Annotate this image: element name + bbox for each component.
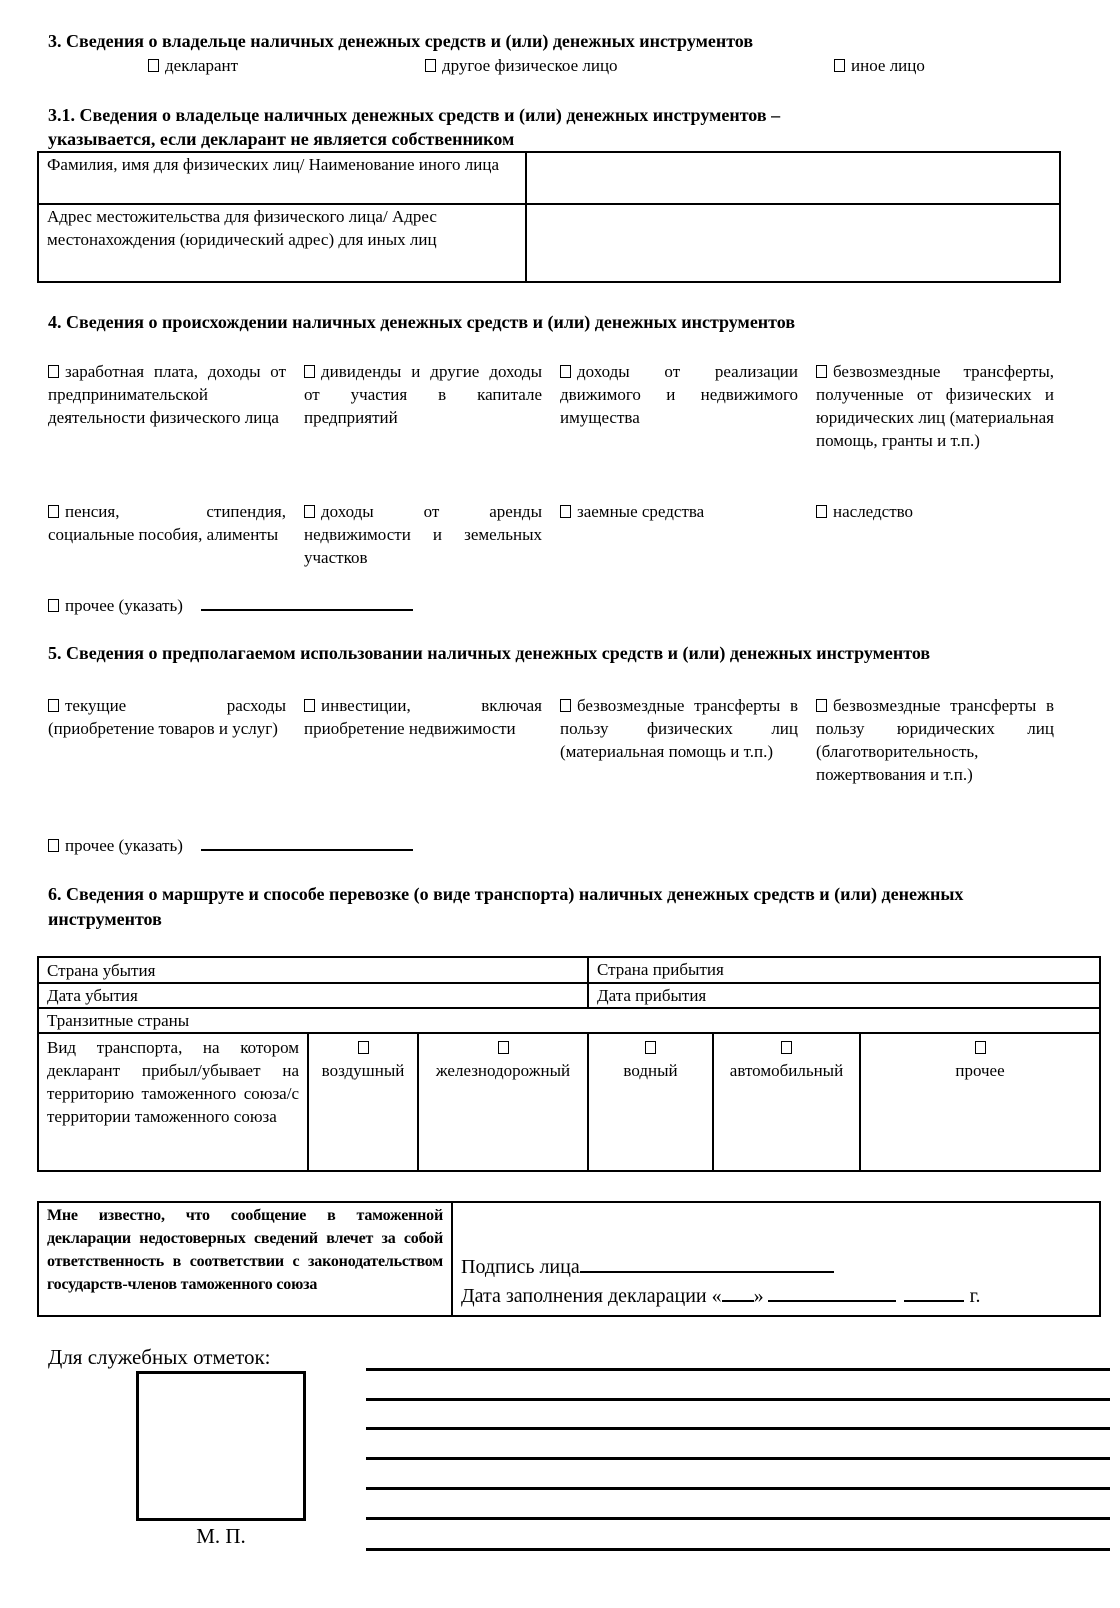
option-label: дивиденды и другие доходы от участия в капитале предприятий xyxy=(304,362,542,427)
owner-address-field[interactable] xyxy=(526,204,1060,282)
checkbox[interactable] xyxy=(48,599,59,612)
usage-option-current-expenses[interactable] xyxy=(48,694,286,740)
origin-option-inheritance[interactable] xyxy=(816,500,1054,523)
origin-option-loans[interactable] xyxy=(560,500,798,523)
checkbox[interactable] xyxy=(560,365,571,378)
owner-option-declarant[interactable] xyxy=(148,54,238,77)
checkbox[interactable] xyxy=(975,1041,986,1054)
section-3-1-title-line2: указывается, если декларант не является собственником xyxy=(48,129,515,149)
transport-option-rail[interactable] xyxy=(418,1033,588,1171)
origin-option-salary[interactable] xyxy=(48,360,286,429)
checkbox[interactable] xyxy=(358,1041,369,1054)
usage-option-other[interactable] xyxy=(48,834,413,857)
option-label: другое физическое лицо xyxy=(442,56,618,75)
stamp-box xyxy=(136,1371,306,1521)
official-notes-line[interactable] xyxy=(366,1457,1110,1460)
row-label: Адрес местожительства для физического лица/ Адрес местонахождения (юридический адрес) для иных лиц xyxy=(38,204,526,282)
transport-option-air[interactable] xyxy=(308,1033,418,1171)
table-row xyxy=(38,1033,1100,1171)
option-label: текущие расходы (приобретение товаров и услуг) xyxy=(48,696,286,738)
checkbox[interactable] xyxy=(48,839,59,852)
section-5-title: 5. Сведения о предполагаемом использовании наличных денежных средств и (или) денежных инструментов xyxy=(48,643,931,663)
checkbox[interactable] xyxy=(816,505,827,518)
origin-option-property-sale[interactable] xyxy=(560,360,798,429)
table-row xyxy=(38,957,1100,983)
option-label: прочее xyxy=(955,1061,1005,1080)
checkbox[interactable] xyxy=(781,1041,792,1054)
transport-option-auto[interactable] xyxy=(713,1033,860,1171)
declaration-table xyxy=(37,1201,1101,1317)
day-field[interactable] xyxy=(722,1300,754,1302)
usage-option-investments[interactable] xyxy=(304,694,542,740)
section-6-title: 6. Сведения о маршруте и способе перевозке (о виде транспорта) наличных денежных средств и (или) денежных инструментов xyxy=(48,884,964,929)
checkbox[interactable] xyxy=(304,505,315,518)
departure-date-field[interactable]: Дата убытия xyxy=(38,983,588,1008)
official-notes-line[interactable] xyxy=(366,1398,1110,1401)
signature-cell xyxy=(452,1202,1100,1316)
signature-row xyxy=(461,1253,1091,1282)
row-label: Фамилия, имя для физических лиц/ Наименование иного лица xyxy=(38,152,526,204)
official-notes-line[interactable] xyxy=(366,1548,1110,1551)
origin-other-input[interactable] xyxy=(201,609,413,611)
table-row xyxy=(38,1008,1100,1033)
arrival-country-field[interactable]: Страна прибытия xyxy=(588,957,1100,983)
transport-label: Вид транспорта, на котором декларант прибыл/убывает на территорию таможенного союза/с территории таможенного союза xyxy=(38,1033,308,1171)
checkbox[interactable] xyxy=(816,699,827,712)
origin-option-rent[interactable] xyxy=(304,500,542,569)
owner-name-field[interactable] xyxy=(526,152,1060,204)
date-label: Дата заполнения декларации « xyxy=(461,1285,722,1307)
year-field[interactable] xyxy=(904,1300,964,1302)
section-4-title: 4. Сведения о происхождении наличных денежных средств и (или) денежных инструментов xyxy=(48,312,796,332)
option-label: заемные средства xyxy=(577,502,705,521)
option-label: водный xyxy=(623,1061,678,1080)
option-label: заработная плата, доходы от предпринимательской деятельности физического лица xyxy=(48,362,286,427)
table-row xyxy=(38,152,1060,204)
date-row xyxy=(461,1282,1091,1311)
option-label: декларант xyxy=(165,56,239,75)
official-marks-label: Для служебных отметок: xyxy=(48,1345,271,1369)
owner-option-other-individual[interactable] xyxy=(425,54,618,77)
checkbox[interactable] xyxy=(48,365,59,378)
checkbox[interactable] xyxy=(48,699,59,712)
option-label: безвозмездные трансферты в пользу юридических лиц (благотворительность, пожертвования и т.п.) xyxy=(816,696,1054,784)
quote-close: » xyxy=(753,1285,764,1307)
checkbox[interactable] xyxy=(834,59,845,72)
option-label: доходы от реализации движимого и недвижимого имущества xyxy=(560,362,798,427)
option-label: прочее (указать) xyxy=(65,596,183,615)
official-notes-line[interactable] xyxy=(366,1517,1110,1520)
option-label: иное лицо xyxy=(851,56,925,75)
table-row xyxy=(38,1202,1100,1316)
checkbox[interactable] xyxy=(148,59,159,72)
transport-option-other[interactable] xyxy=(860,1033,1100,1171)
section-3-1-title-line1: 3.1. Сведения о владельце наличных денежных средств и (или) денежных инструментов – xyxy=(48,105,781,125)
checkbox[interactable] xyxy=(425,59,436,72)
departure-country-field[interactable]: Страна убытия xyxy=(38,957,588,983)
transport-option-water[interactable] xyxy=(588,1033,713,1171)
origin-option-pension[interactable] xyxy=(48,500,286,546)
usage-option-transfers-entities[interactable] xyxy=(816,694,1054,786)
table-row xyxy=(38,983,1100,1008)
arrival-date-field[interactable]: Дата прибытия xyxy=(588,983,1100,1008)
checkbox[interactable] xyxy=(645,1041,656,1054)
checkbox[interactable] xyxy=(560,505,571,518)
option-label: железнодорожный xyxy=(435,1061,571,1080)
signature-field[interactable] xyxy=(580,1271,834,1273)
official-notes-line[interactable] xyxy=(366,1487,1110,1490)
option-label: безвозмездные трансферты, полученные от физических и юридических лиц (материальная помощь, гранты и т.п.) xyxy=(816,362,1054,450)
official-notes-line[interactable] xyxy=(366,1427,1110,1430)
year-suffix: г. xyxy=(969,1285,981,1307)
stamp-label: М. П. xyxy=(196,1524,246,1548)
origin-option-dividends[interactable] xyxy=(304,360,542,429)
origin-option-other[interactable] xyxy=(48,594,413,617)
checkbox[interactable] xyxy=(304,365,315,378)
checkbox[interactable] xyxy=(816,365,827,378)
month-field[interactable] xyxy=(768,1300,896,1302)
usage-option-transfers-individuals[interactable] xyxy=(560,694,798,763)
official-notes-line[interactable] xyxy=(366,1368,1110,1371)
route-table xyxy=(37,956,1101,1172)
checkbox[interactable] xyxy=(560,699,571,712)
option-label: пенсия, стипендия, социальные пособия, алименты xyxy=(48,502,286,544)
table-row xyxy=(38,204,1060,282)
owner-details-table xyxy=(37,151,1061,283)
signature-label: Подпись лица xyxy=(461,1256,580,1278)
origin-option-gratuitous-transfers[interactable] xyxy=(816,360,1054,452)
transit-countries-field[interactable]: Транзитные страны xyxy=(38,1008,1100,1033)
option-label: доходы от аренды недвижимости и земельных участков xyxy=(304,502,542,567)
option-label: воздушный xyxy=(321,1061,405,1080)
option-label: наследство xyxy=(833,502,914,521)
option-label: автомобильный xyxy=(729,1061,844,1080)
option-label: прочее (указать) xyxy=(65,836,183,855)
liability-statement: Мне известно, что сообщение в таможенной декларации недостоверных сведений влечет за собой ответственность в соответствии с законодательством государств-членов таможенного союза xyxy=(38,1202,452,1316)
section-3-title: 3. Сведения о владельце наличных денежных средств и (или) денежных инструментов xyxy=(48,31,754,51)
checkbox[interactable] xyxy=(304,699,315,712)
checkbox[interactable] xyxy=(48,505,59,518)
option-label: инвестиции, включая приобретение недвижимости xyxy=(304,696,542,738)
checkbox[interactable] xyxy=(498,1041,509,1054)
option-label: безвозмездные трансферты в пользу физических лиц (материальная помощь и т.п.) xyxy=(560,696,798,761)
owner-option-other-entity[interactable] xyxy=(834,54,925,77)
usage-other-input[interactable] xyxy=(201,849,413,851)
